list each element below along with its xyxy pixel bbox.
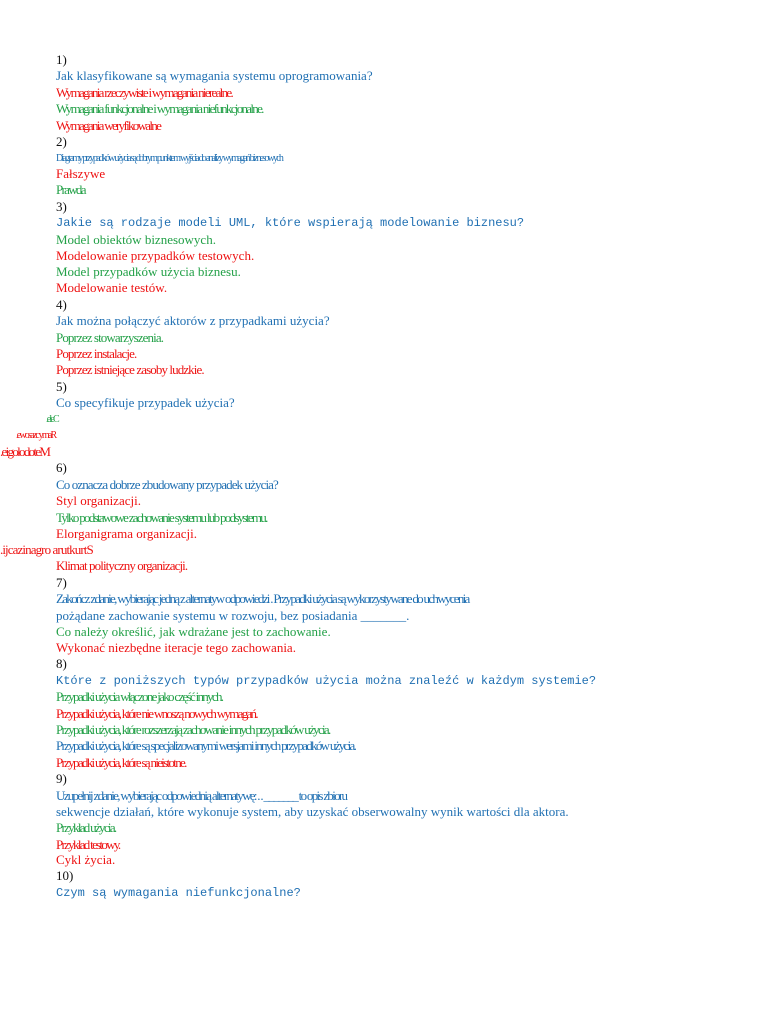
question-2-text: Diagramy przypadków użycia są dobrym punktem wyjścia do analizy wymagań biznesowych <box>56 153 283 164</box>
answer-option[interactable]: Cykl życia. <box>56 852 116 867</box>
question-8-text: Które z poniższych typów przypadków użycia można znaleźć w każdym systemie? <box>56 674 597 688</box>
question-6-number: 6) <box>56 460 67 475</box>
answer-option[interactable]: Model obiektów biznesowych. <box>56 232 216 247</box>
question-5-number: 5) <box>56 379 67 394</box>
answer-option[interactable]: Wykonać niezbędne iteracje tego zachowania. <box>56 640 296 655</box>
answer-option[interactable]: Model przypadków użycia biznesu. <box>56 264 241 279</box>
answer-option[interactable]: Przypadki użycia, które rozszerzają zachowanie innych przypadków użycia. <box>56 722 330 737</box>
question-8-number: 8) <box>56 656 67 671</box>
question-9-text: Uzupełnij zdanie, wybierając odpowiednią alternatywę: . . _______ to opis zbioru <box>56 788 347 803</box>
question-6-text: Co oznacza dobrze zbudowany przypadek użycia? <box>56 477 278 492</box>
answer-option[interactable]: Tylko podstawowe zachowanie systemu lub podsystemu. <box>56 510 267 525</box>
question-3-number: 3) <box>56 199 67 214</box>
answer-option[interactable]: Przykład testowy. <box>56 837 120 852</box>
answer-option[interactable]: Metodologie. <box>0 444 50 459</box>
answer-option[interactable]: Przykład użycia. <box>56 820 116 835</box>
answer-option[interactable]: Modelowanie testów. <box>56 280 168 295</box>
answer-option[interactable]: Modelowanie przypadków testowych. <box>56 248 255 263</box>
answer-option[interactable]: Wymagania weryfikowalne <box>56 118 161 133</box>
answer-option[interactable]: Poprzez istniejące zasoby ludzkie. <box>56 362 204 377</box>
answer-option[interactable]: Wymagania rzeczywiste i wymagania nierealne. <box>56 85 232 100</box>
question-3-text: Jakie są rodzaje modeli UML, które wspierają modelowanie biznesu? <box>56 216 525 230</box>
question-4-number: 4) <box>56 297 67 312</box>
answer-option[interactable]: Poprzez instalacje. <box>56 346 137 361</box>
question-9-text-continued: sekwencje działań, które wykonuje system, aby uzyskać obserwowalny wynik wartości dla aktora. <box>56 804 569 819</box>
answer-option[interactable]: Ramy czasowe. <box>16 430 56 441</box>
answer-option[interactable]: Co należy określić, jak wdrażane jest to zachowanie. <box>56 624 331 639</box>
answer-option[interactable]: Przypadki użycia, które są specjalizowanymi wersjami innych przypadków użycia. <box>56 738 356 753</box>
question-1-text: Jak klasyfikowane są wymagania systemu oprogramowania? <box>56 68 373 83</box>
question-4-text: Jak można połączyć aktorów z przypadkami użycia? <box>56 313 330 328</box>
answer-option[interactable]: Poprzez stowarzyszenia. <box>56 330 164 345</box>
answer-option[interactable]: Cele. <box>46 414 58 425</box>
question-7-text-continued: pożądane zachowanie systemu w rozwoju, bez posiadania _______. <box>56 608 410 623</box>
question-9-number: 9) <box>56 771 67 786</box>
answer-option[interactable]: Struktura organizacji. <box>0 542 93 557</box>
answer-option[interactable]: Klimat polityczny organizacji. <box>56 558 188 573</box>
answer-option[interactable]: Wymagania funkcjonalne i wymagania niefunkcjonalne. <box>56 101 263 116</box>
question-1-number: 1) <box>56 52 67 67</box>
answer-option[interactable]: Przypadki użycia włączone jako część innych. <box>56 689 223 704</box>
question-7-number: 7) <box>56 575 67 590</box>
answer-option[interactable]: Przypadki użycia, które są nieistotne. <box>56 755 186 770</box>
answer-option[interactable]: Prawda <box>56 182 85 197</box>
question-2-number: 2) <box>56 134 67 149</box>
answer-option[interactable]: Styl organizacji. <box>56 493 141 508</box>
answer-option[interactable]: Fałszywe <box>56 166 106 181</box>
question-5-text: Co specyfikuje przypadek użycia? <box>56 395 235 410</box>
question-7-text: Zakończ zdanie, wybierając jedną z alternatyw odpowiedzi . Przypadki użycia są wykorzystywane do uchwycenia <box>56 591 469 606</box>
question-10-number: 10) <box>56 868 74 883</box>
answer-option[interactable]: Elorganigrama organizacji. <box>56 526 198 541</box>
answer-option[interactable]: Przypadki użycia, które nie wnoszą nowych wymagań. <box>56 706 257 721</box>
question-10-text: Czym są wymagania niefunkcjonalne? <box>56 886 301 900</box>
